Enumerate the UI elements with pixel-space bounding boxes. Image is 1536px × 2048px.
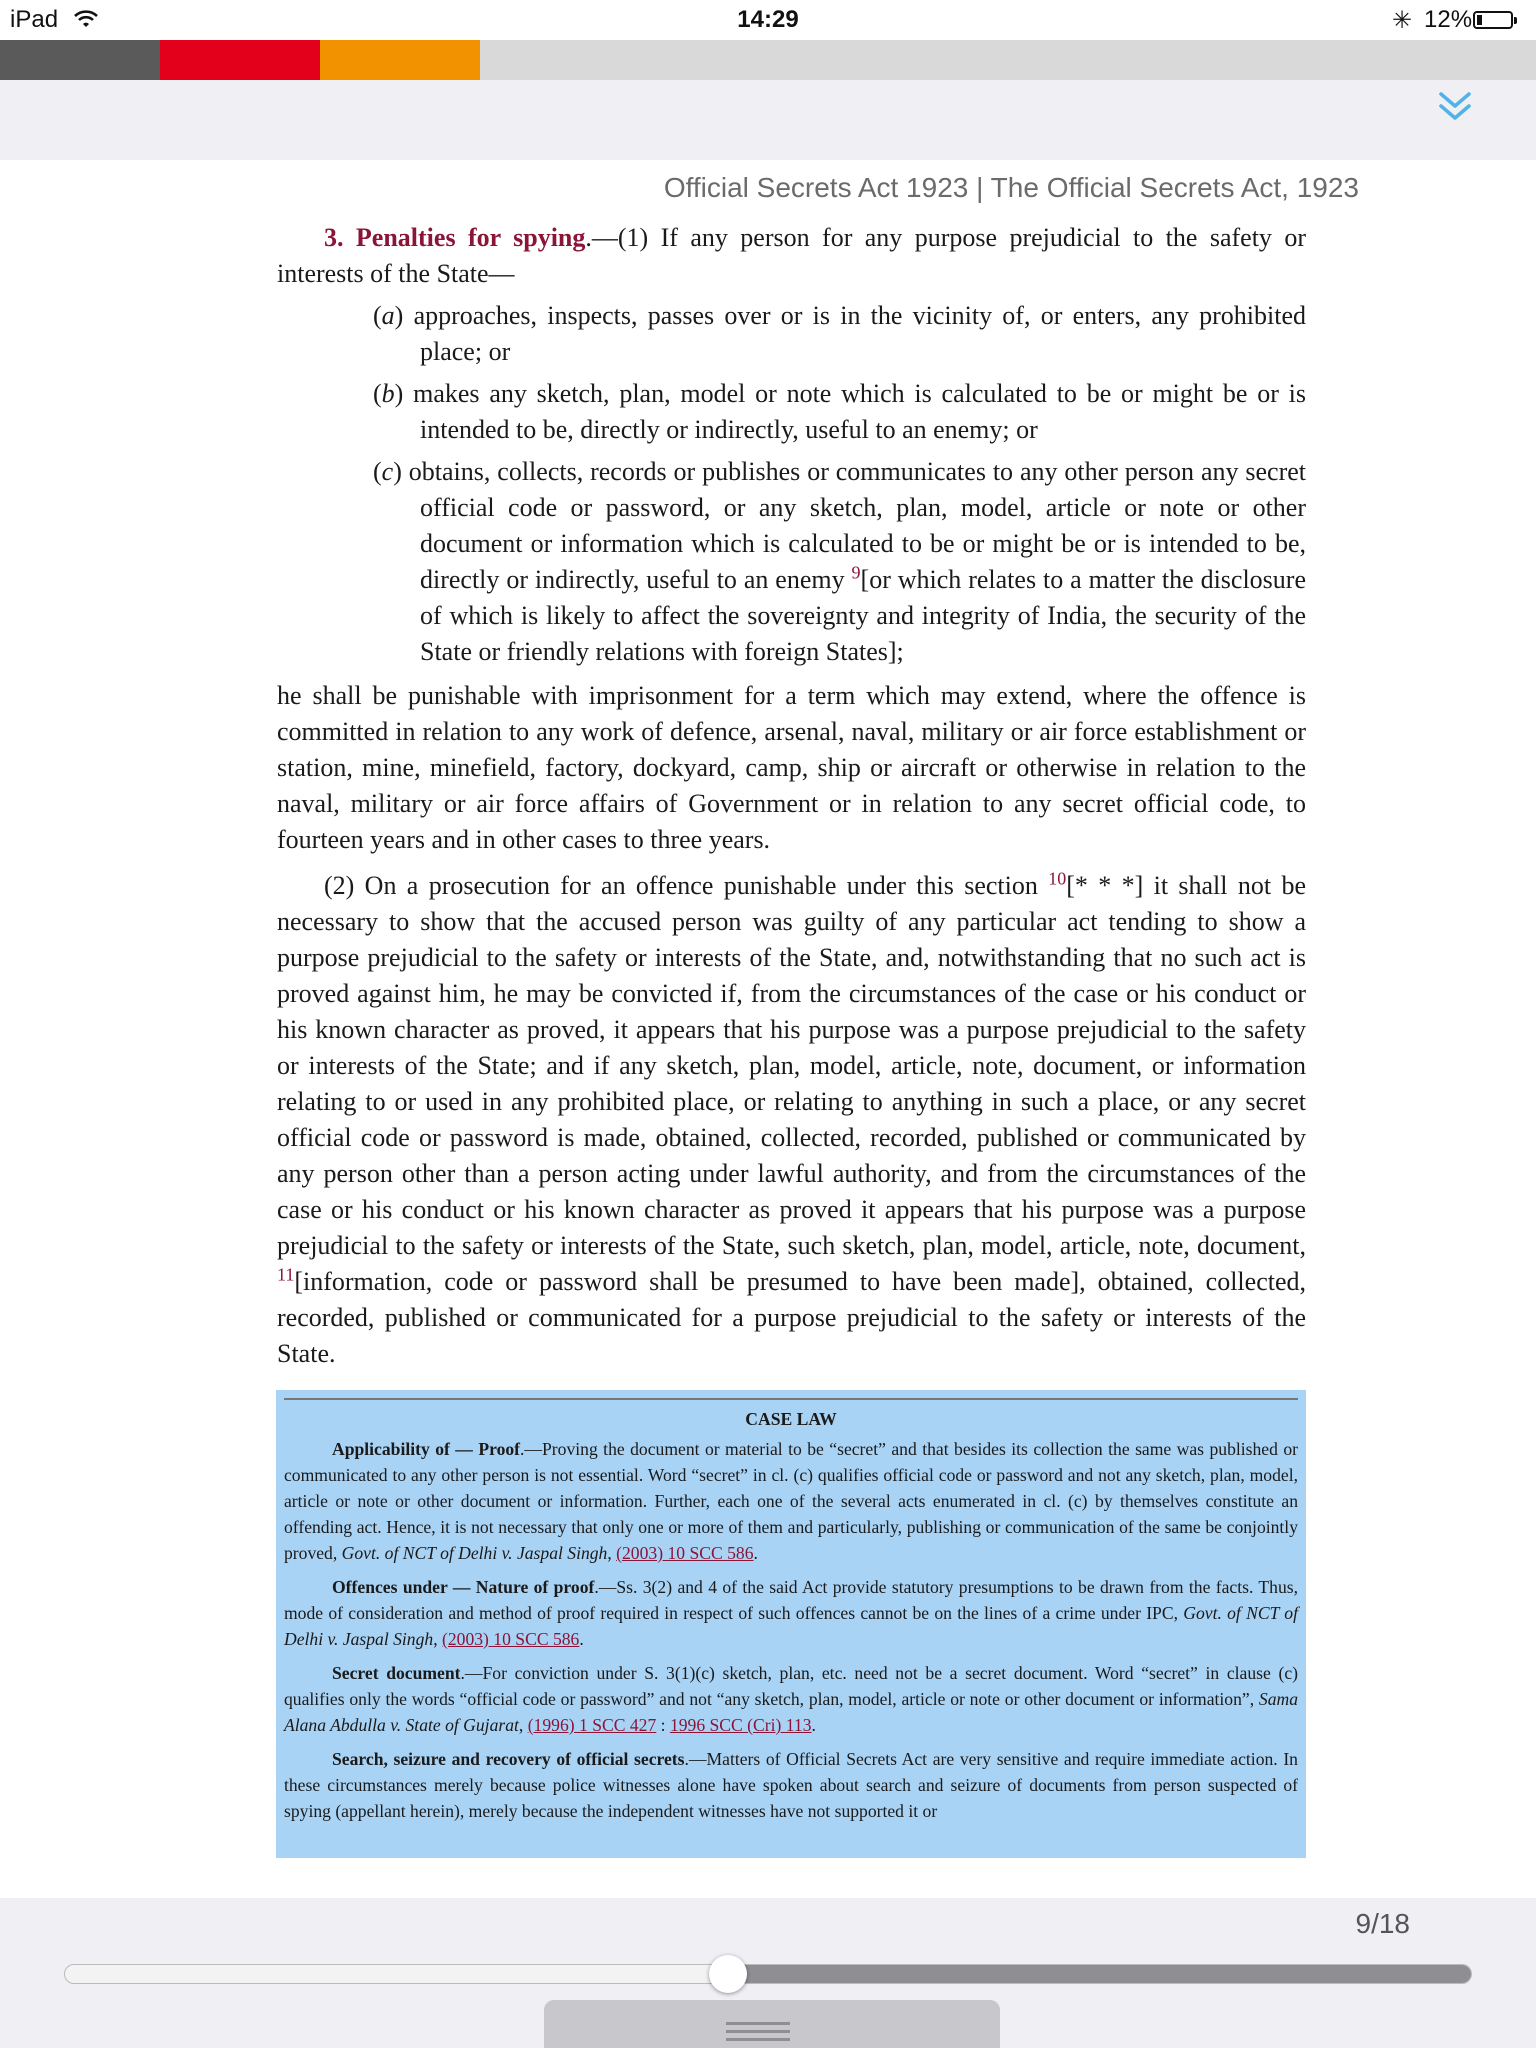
clause-text-after: [or which relates to a matter the disclosure of which is likely to affect the sovereignty and integrity of India, the security of the State or friendly relations with foreign States];: [420, 565, 1306, 666]
clause-text: obtains, collects, records or publishes or communicates to any other person any secret official code or password, or any sketch, plan, model, article or note or other document or information which is calculated to be or might be or is intended to be, directly or indirectly, useful to an enemy: [401, 457, 1306, 594]
punishment-text: he shall be punishable with imprisonment for a term which may extend, where the offence is committed in relation to any work of defence, arsenal, naval, military or air force establishment or station, mine, minefield, factory, dockyard, camp, ship or aircraft or otherwise in relation to the naval, military or air force affairs of Government or in relation to any secret official code, to fourteen years and in other cases to three years.: [277, 681, 1306, 854]
bluetooth-icon: ✳: [1392, 7, 1413, 34]
page-indicator: 9/18: [1355, 1908, 1410, 1939]
clause-label: b: [381, 379, 395, 408]
clause-b: (b) makes any sketch, plan, model or note which is calculated to be or might be or is intended to be, directly or indirectly, useful to an enemy; or: [373, 379, 1306, 444]
entry-text: .—Matters of Official Secrets Act are very sensitive and require immediate action. In these circumstances merely because police witnesses alone have spoken about search and seizure of documents from person suspected of spying (appellant herein), merely because the independent witnesses have not supported it or: [284, 1749, 1298, 1821]
tab-red[interactable]: [160, 40, 320, 80]
case-law-entry: Applicability of — Proof.—Proving the document or material to be “secret” and that besides its collection the same was published or communicated to any other person is not essential. Word “secret” in cl. (c) qualifies official code or password and not any sketch, plan, model, article or note or other document or information. Further, each one of the several acts enumerated in cl. (c) by themselves constitute an offending act. Hence, it is not necessary that only one or more of them and particularly, publishing or communication of the same be conjointly proved, Govt. of NCT of Delhi v. Jaspal Singh, (2003) 10 SCC 586.: [284, 1439, 1298, 1563]
clause-c: (c) obtains, collects, records or publishes or communicates to any other person any secret official code or password, or any sketch, plan, model, article or note or other document or information which is calculated to be or might be or is intended to be, directly or indirectly, useful to an enemy $^9$[or which relates to a matter the disclosure of which is likely to affect the sovereignty and integrity of India, the security of the State or friendly relations with foreign States];: [373, 457, 1306, 666]
citation-link[interactable]: (2003) 10 SCC 586: [442, 1629, 580, 1649]
clause-label: c: [381, 457, 394, 486]
battery-icon: [1473, 11, 1513, 29]
chevron-down-icon[interactable]: [1438, 90, 1472, 124]
case-name: Govt. of NCT of Delhi v. Jaspal Singh: [341, 1543, 608, 1563]
footnote-marker[interactable]: 11: [277, 1264, 295, 1285]
case-law-entry: [284, 1746, 1298, 1824]
status-time: 14:29: [737, 6, 799, 33]
para-text: [* * *] it shall not be necessary to show that the accused person was guilty of any particular act tending to show a purpose prejudicial to the safety or interests of the State, and, notwithstanding that no such act is proved against him, he may be convicted if, from the circumstances of the case or his conduct or his known character as proved, it appears that his purpose was a purpose prejudicial to the safety or interests of the State; and if any sketch, plan, model, article, note, document, or information relating to or used in any prohibited place, or relating to anything in such a place, or any secret official code or password is made, obtained, collected, recorded, published or communicated by any person other than a person acting under lawful authority, and from the circumstances of the case or his conduct or his known character as proved it appears that his purpose was a purpose prejudicial to the safety or interests of the State, such sketch, plan, model, article, note, document,: [277, 871, 1306, 1260]
battery-percent: 12%: [1424, 6, 1473, 33]
citation-link[interactable]: (1996) 1 SCC 427: [527, 1715, 657, 1735]
clause-text: approaches, inspects, passes over or is in the vicinity of, or enters, any prohibited place; or: [403, 301, 1306, 366]
case-law-box: [276, 1390, 1306, 1858]
case-name: Govt. of NCT of Delhi v. Jaspal Singh: [284, 1603, 1298, 1649]
case-name: Sama Alana Abdulla v. State of Gujarat: [284, 1689, 1298, 1735]
grip-line: [726, 2038, 790, 2041]
entry-text: .—Proving the document or material to be “secret” and that besides its collection the same was published or communicated to any other person is not essential. Word “secret” in cl. (c) qualifies official code or password and not any sketch, plan, model, article or note or other document or information. Further, each one of the several acts enumerated in cl. (c) by themselves constitute an offending act. Hence, it is not necessary that only one or more of them and particularly, publishing or communication of the same be conjointly proved,: [284, 1439, 1298, 1563]
page-slider-thumb[interactable]: [709, 1955, 747, 1993]
page-header: Official Secrets Act 1923 | The Official Secrets Act, 1923: [663, 172, 1359, 203]
reader-toolbar: [0, 80, 1536, 160]
clause-text: makes any sketch, plan, model or note which is calculated to be or might be or is intended to be, directly or indirectly, useful to an enemy; or: [403, 379, 1306, 444]
entry-heading: Search, seizure and recovery of official secrets: [332, 1749, 685, 1769]
section-intro: [277, 220, 1306, 292]
tab-dark[interactable]: [0, 40, 160, 80]
case-law-entry: Secret document.—For conviction under S. 3(1)(c) sketch, plan, etc. need not be a secret document. Word “secret” in clause (c) qualifies only the words “official code or password” and not “any sketch, plan, model, article or note or other document or information”, Sama Alana Abdulla v. State of Gujarat, (1996) 1 SCC 427 : 1996 SCC (Cri) 113.: [284, 1663, 1298, 1735]
document-body: [277, 220, 1306, 1372]
entry-text: .—Ss. 3(2) and 4 of the said Act provide statutory presumptions to be drawn from the facts. Thus, mode of consideration and method of proof required in respect of such offences cannot be on the lines of a crime under IPC,: [284, 1577, 1298, 1623]
citation-link[interactable]: 1996 SCC (Cri) 113: [669, 1715, 812, 1735]
clause-a: (a) approaches, inspects, passes over or is in the vicinity of, or enters, any prohibited place; or: [373, 301, 1306, 366]
section-title: 3. Penalties for spying: [324, 223, 586, 252]
page-slider[interactable]: [64, 1964, 1472, 1984]
color-tab-strip: [0, 40, 1536, 80]
entry-heading: Offences under — Nature of proof: [332, 1577, 595, 1597]
page-slider-fill: [729, 1965, 1471, 1983]
case-law-entry: Offences under — Nature of proof.—Ss. 3(2) and 4 of the said Act provide statutory presumptions to be drawn from the facts. Thus, mode of consideration and method of proof required in respect of such offences cannot be on the lines of a crime under IPC, Govt. of NCT of Delhi v. Jaspal Singh, (2003) 10 SCC 586.: [284, 1577, 1298, 1649]
grip-line: [726, 2022, 790, 2025]
tab-orange[interactable]: [320, 40, 480, 80]
para-text: [information, code or password shall be presumed to have been made], obtained, collected, recorded, published or communicated for a purpose prejudicial to the safety or interests of the State.: [277, 1267, 1306, 1368]
clause-label: a: [381, 301, 395, 330]
status-bar: [0, 0, 1536, 40]
entry-heading: Applicability of — Proof: [332, 1439, 521, 1459]
entry-heading: Secret document: [332, 1663, 461, 1683]
footnote-marker[interactable]: 9: [851, 562, 861, 583]
device-name: iPad: [10, 6, 59, 33]
para-text: (2) On a prosecution for an offence punishable under this section: [324, 871, 1049, 900]
divider: [284, 1398, 1298, 1400]
entry-text: .—For conviction under S. 3(1)(c) sketch, plan, etc. need not be a secret document. Word “secret” in clause (c) qualifies only the words “official code or password” and not “any sketch, plan, model, article or note or other document or information”,: [284, 1663, 1298, 1709]
subsection-2: [277, 868, 1306, 1372]
case-law-title: CASE LAW: [745, 1409, 837, 1429]
footnote-marker[interactable]: 10: [1048, 868, 1067, 889]
grip-line: [726, 2030, 790, 2033]
citation-link[interactable]: (2003) 10 SCC 586: [616, 1543, 754, 1563]
section-intro-text: .—(1) If any person for any purpose prejudicial to the safety or interests of the State—: [277, 223, 1307, 288]
